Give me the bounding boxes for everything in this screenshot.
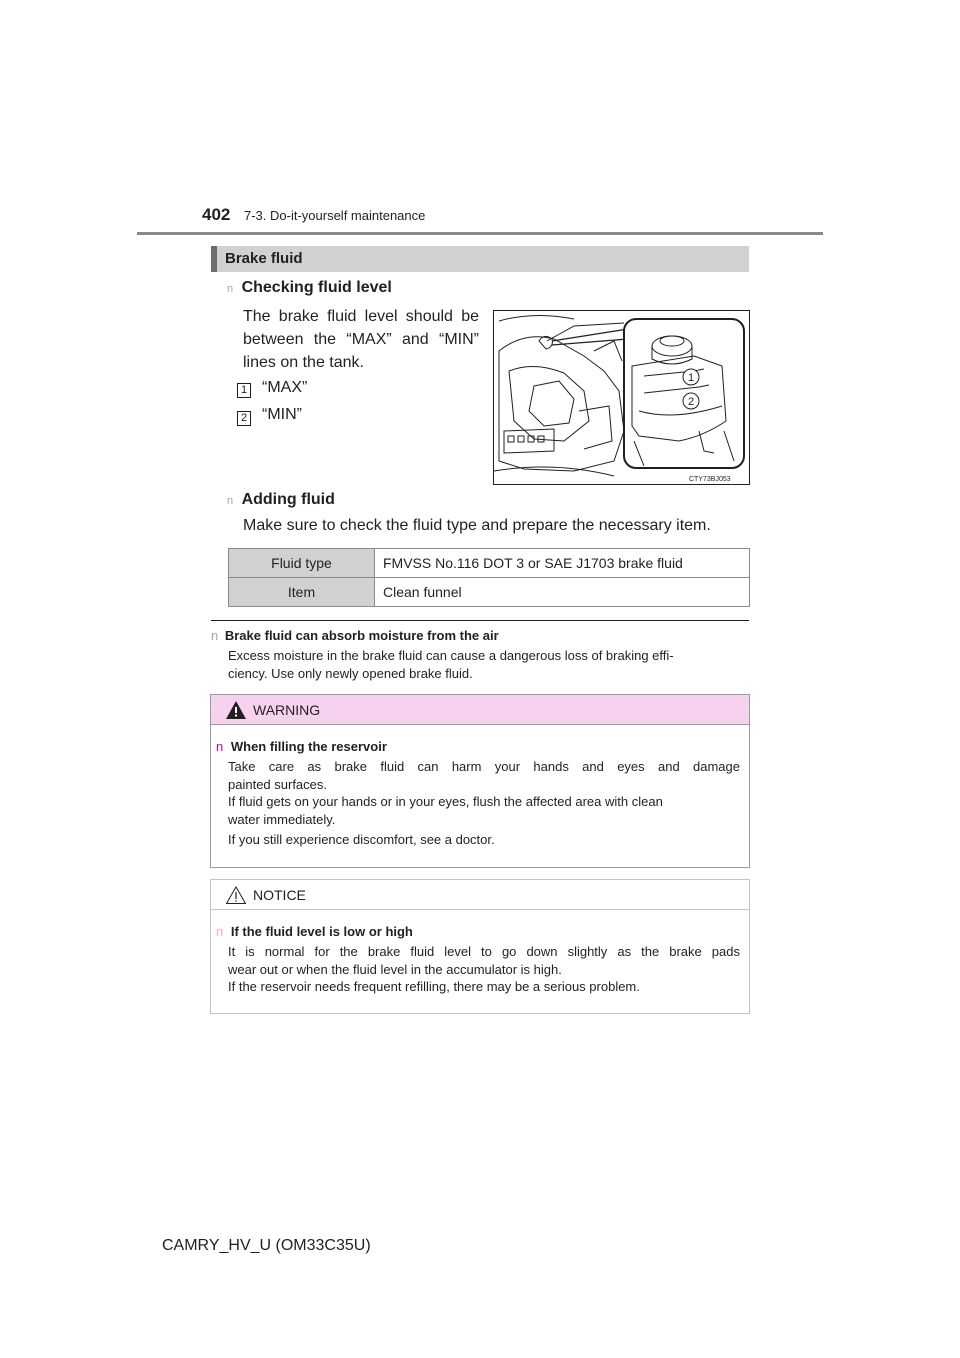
bullet-icon: n [216,739,224,754]
table-row [229,578,750,607]
note-line: ciency. Use only newly opened brake fluid. [228,666,473,681]
header-divider [137,232,823,235]
note-heading [211,628,499,643]
table-row [229,549,750,578]
table-cell: FMVSS No.116 DOT 3 or SAE J1703 brake fluid [375,549,750,578]
notice-line: If the reservoir needs frequent refilling, there may be a serious problem. [228,979,640,994]
warning-body [228,758,740,849]
bullet-icon: n [211,628,219,643]
warning-line: If fluid gets on your hands or in your eyes, flush the affected area with clean [228,794,663,809]
adding-heading [227,491,335,509]
checking-text-line: lines on the tank. [243,354,364,371]
notice-header [211,880,749,910]
note-line: Excess moisture in the brake fluid can cause a dangerous loss of braking effi- [228,648,674,663]
warning-heading [216,739,387,754]
table-header-cell: Item [229,578,375,607]
bullet-icon: n [216,924,224,939]
document-code-footer: CAMRY_HV_U (OM33C35U) [162,1237,371,1254]
warning-line: Take care as brake fluid can harm your hands and eyes and damage [228,759,740,774]
warning-heading-text: When filling the reservoir [230,739,387,754]
notice-heading [216,924,413,939]
notice-box [210,879,750,1014]
checking-heading [227,279,392,297]
item-label-min: “MIN” [262,406,302,423]
warning-line: painted surfaces. [228,776,328,792]
engine-bay-illustration [494,311,749,484]
note-heading-text: Brake fluid can absorb moisture from the air [224,628,499,643]
page-number: 402 [202,205,231,224]
topic-title: Brake fluid [225,250,303,267]
checking-text-line: The brake fluid level should be [243,308,479,325]
adding-heading-text: Adding fluid [241,491,335,508]
figure-code: CTY73BJ053 [689,476,731,483]
table-cell: Clean funnel [375,578,750,607]
figure-callout-2: 2 [687,396,695,408]
warning-box [210,694,750,868]
note-divider [211,620,749,621]
notice-title: NOTICE [253,887,306,903]
warning-icon [226,701,246,719]
item-number-badge: 1 [237,383,251,398]
fluid-table [228,548,750,607]
figure-callout-1: 1 [687,372,695,384]
warning-line: water immediately. [228,811,336,827]
checking-text [243,305,479,374]
adding-text: Make sure to check the fluid type and prepare the necessary item. [243,517,711,534]
note-body [228,647,750,683]
item-label-max: “MAX” [262,379,308,396]
section-title: 7-3. Do-it-yourself maintenance [244,208,426,223]
checking-text-line: between the “MAX” and “MIN” [243,331,479,348]
warning-header [211,695,749,725]
notice-line: It is normal for the brake fluid level to go down slightly as the brake pads [228,944,740,959]
notice-heading-text: If the fluid level is low or high [230,924,413,939]
warning-line: If you still experience discomfort, see a doctor. [228,832,495,847]
bullet-icon: n [227,283,234,295]
caution-icon [226,886,246,904]
checking-heading-text: Checking fluid level [241,279,392,296]
item-number-badge: 2 [237,411,251,426]
warning-title: WARNING [253,702,321,718]
notice-line: wear out or when the fluid level in the accumulator is high. [228,961,562,977]
brake-reservoir-illustration [493,310,750,485]
topic-heading-bar [211,246,749,272]
notice-body [228,943,740,996]
table-header-cell: Fluid type [229,549,375,578]
bullet-icon: n [227,495,234,507]
